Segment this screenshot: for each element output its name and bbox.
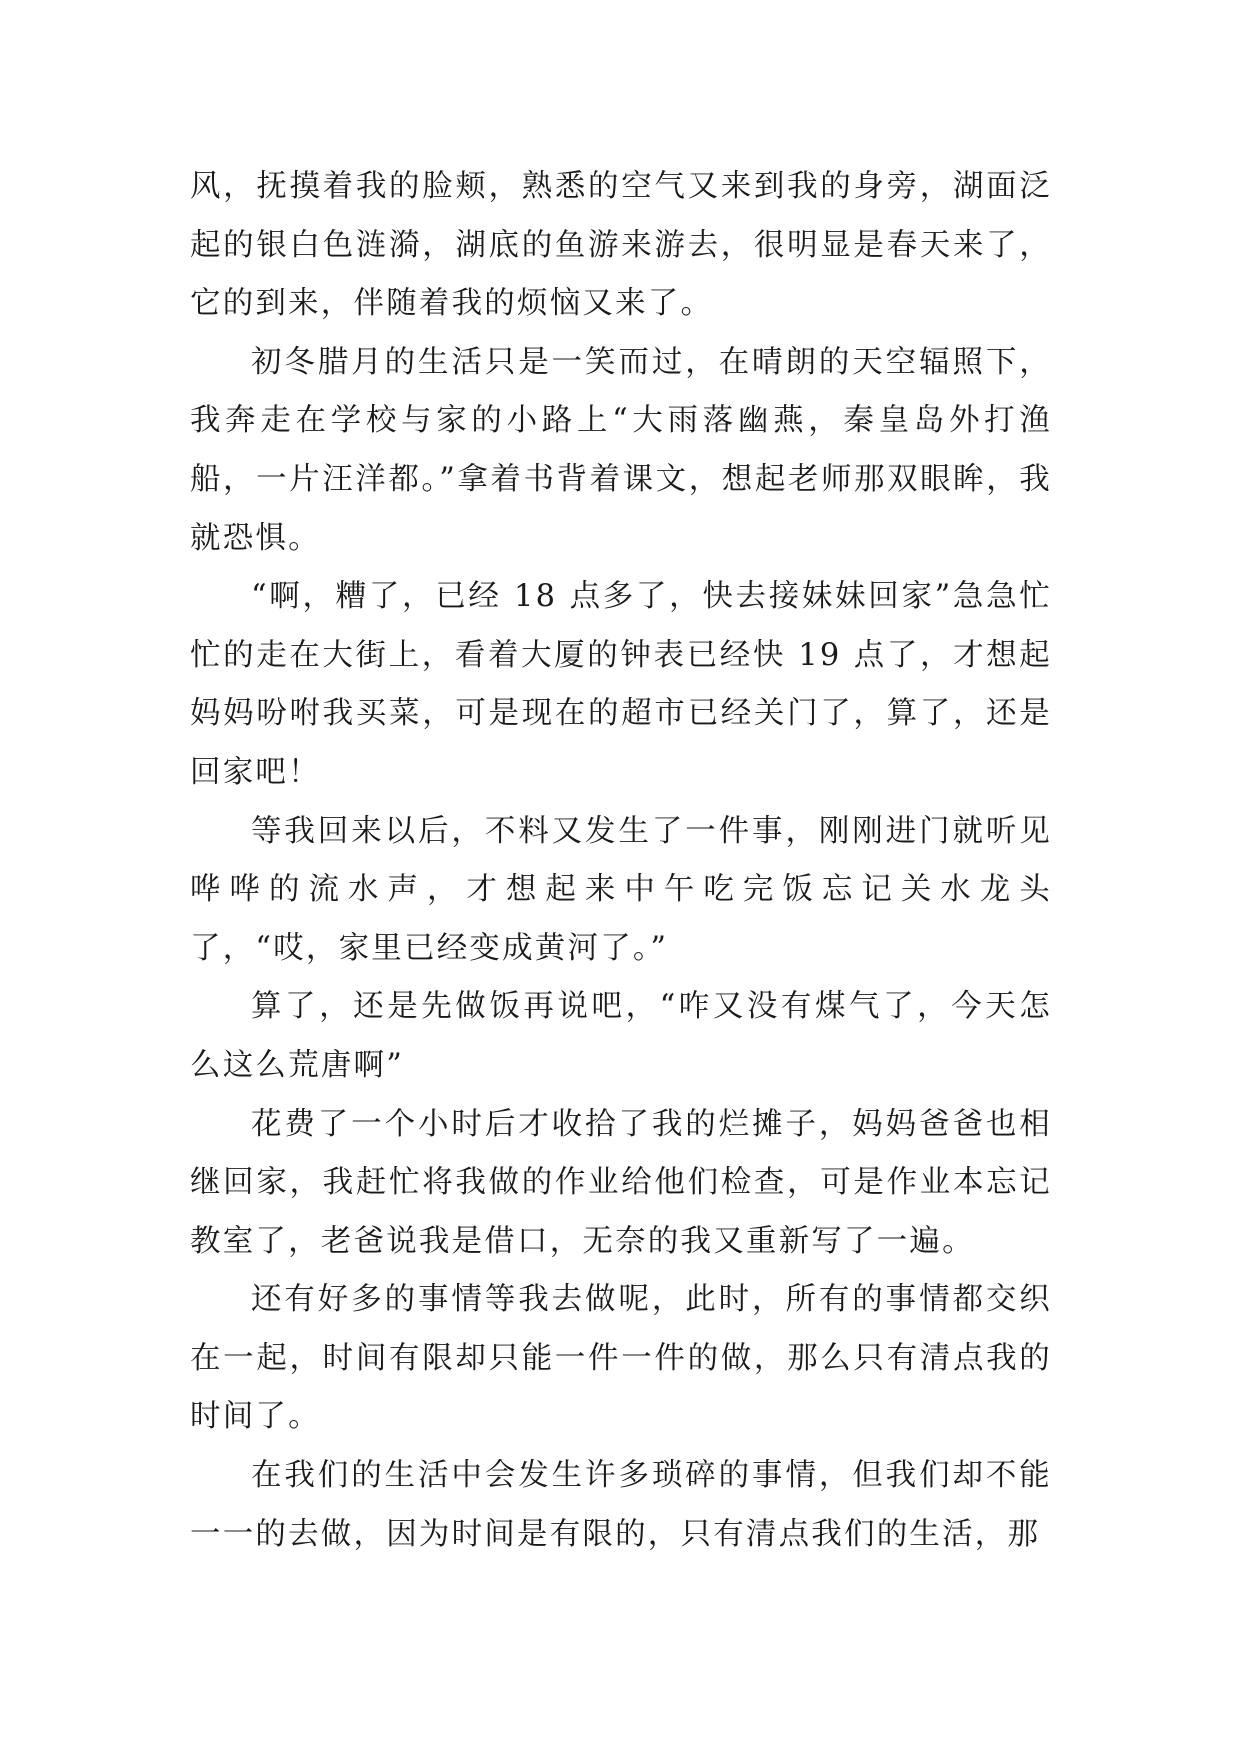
paragraph-2: 初冬腊月的生活只是一笑而过，在晴朗的天空辐照下，我奔走在学校与家的小路上“大雨落幽燕，秦皇岛外打渔船，一片汪洋都。”拿着书背着课文，想起老师那双眼眸，我就恐惧。 (190, 344, 1052, 556)
paragraph-7: 还有好多的事情等我去做呢，此时，所有的事情都交织在一起，时间有限却只能一件一件的做，那么只有清点我的时间了。 (190, 1282, 1052, 1435)
paragraph-8: 在我们的生活中会发生许多琐碎的事情，但我们却不能一一的去做，因为时间是有限的，只有清点我们的生活，那 (190, 1458, 1052, 1552)
paragraph-3: “啊，糟了，已经 18 点多了，快去接妹妹回家”急急忙忙的走在大街上，看着大厦的钟表已经快 19 点了，才想起妈妈吩咐我买菜，可是现在的超市已经关门了，算了，还是回家吧！ (190, 579, 1052, 790)
paragraph-4: 等我回来以后，不料又发生了一件事，刚刚进门就听见哗哗的流水声，才想起来中午吃完饭忘记关水龙头了，“哎，家里已经变成黄河了。” (190, 813, 1052, 966)
paragraph-1: 风，抚摸着我的脸颊，熟悉的空气又来到我的身旁，湖面泛起的银白色涟漪，湖底的鱼游来游去，很明显是春天来了，它的到来，伴随着我的烦恼又来了。 (190, 169, 1052, 322)
paragraph-5: 算了，还是先做饭再说吧，“咋又没有煤气了，今天怎么这么荒唐啊” (190, 989, 1052, 1083)
document-body (190, 158, 1052, 1564)
paragraph-6: 花费了一个小时后才收拾了我的烂摊子，妈妈爸爸也相继回家，我赶忙将我做的作业给他们检查，可是作业本忘记教室了，老爸说我是借口，无奈的我又重新写了一遍。 (190, 1106, 1052, 1259)
